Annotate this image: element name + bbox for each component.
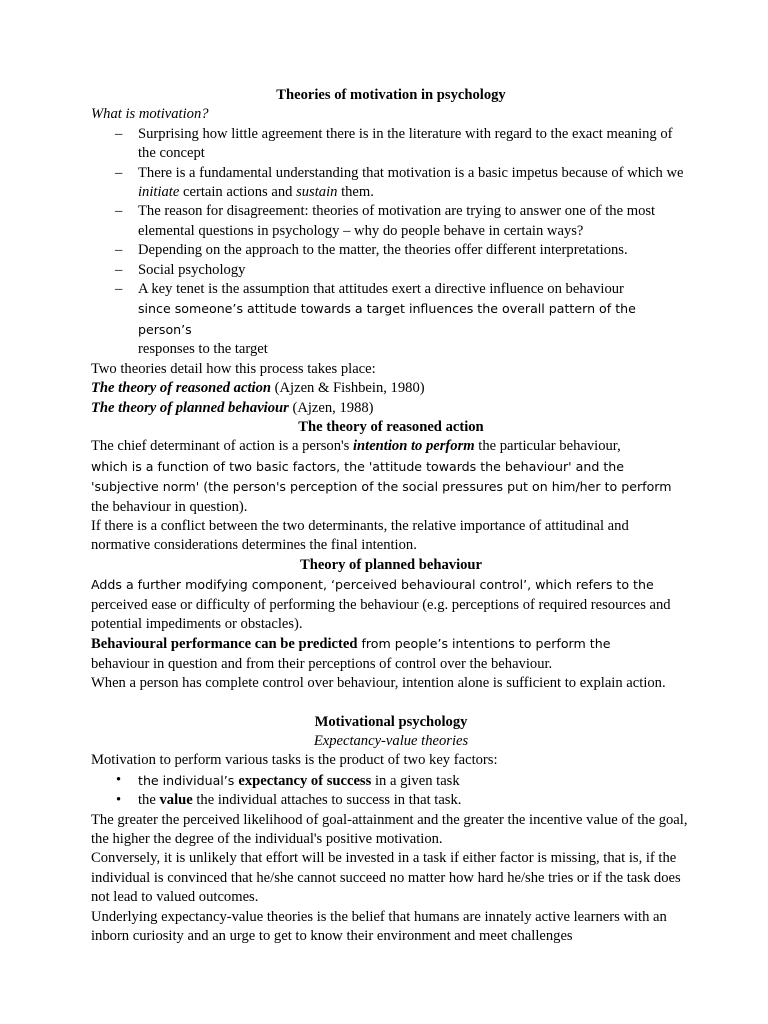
document-title: Theories of motivation in psychology [276, 87, 506, 103]
planned-behaviour-paragraph-1: Adds a further modifying component, ‘perceived behavioural control’, which refers to the perceived ease or difficulty of performing the behaviour (e.g. perceptions of required resources and potential impediments or obstacles). [91, 577, 671, 632]
section-spacer [91, 694, 691, 713]
bullet-marker: • [116, 771, 122, 788]
dash-marker: – [115, 281, 123, 298]
planned-behaviour-paragraph-2: Behavioural performance can be predicted from people’s intentions to perform the behaviour in question and from their perceptions of control over the behaviour. [91, 636, 611, 672]
dash-marker: – [115, 125, 123, 142]
list-item: – Social psychology [91, 261, 691, 280]
reasoned-action-heading: The theory of reasoned action [298, 418, 484, 435]
list-item: • the individual’s expectancy of success in a given task [116, 771, 460, 789]
list-item: • the value the individual attaches to success in that task. [91, 791, 691, 810]
theory-reasoned-action-line: The theory of reasoned action (Ajzen & Fishbein, 1980) [91, 380, 425, 397]
planned-behaviour-heading: Theory of planned behaviour [299, 556, 483, 573]
motivational-psychology-heading: Motivational psychology [314, 713, 468, 730]
expectancy-value-heading: Expectancy-value theories [313, 733, 469, 749]
list-item: – Depending on the approach to the matter, the theories offer different interpretations. [91, 241, 691, 260]
dash-marker: – [115, 242, 123, 259]
reasoned-action-paragraph-2: If there is a conflict between the two determinants, the relative importance of attitudinal and normative considerations determines the final intention. [91, 517, 629, 554]
list-item: – Surprising how little agreement there is in the literature with regard to the exact meaning of the concept [115, 125, 673, 162]
list-item: – The reason for disagreement: theories of motivation are trying to answer one of the most elemental questions in psychology – why do people behave in certain ways? [115, 203, 656, 239]
dash-marker: – [115, 261, 123, 278]
list-item: – There is a fundamental understanding that motivation is a basic impetus because of which we initiate certain actions and sustain them. [115, 164, 684, 201]
dash-marker: – [115, 164, 123, 181]
theory-planned-behaviour-line: The theory of planned behaviour (Ajzen, 1988) [91, 399, 374, 416]
dash-marker: – [115, 203, 123, 220]
key-factors-list [91, 771, 691, 811]
reasoned-action-paragraph-1: The chief determinant of action is a person's intention to perform the particular behaviour, which is a function of two basic factors, the 'attitude towards the behaviour' and the 'subjective norm' (the person's perception of the social pressures put on him/her to perform the behaviour in question). [91, 438, 672, 515]
planned-behaviour-paragraph-3: When a person has complete control over behaviour, intention alone is sufficient to explain action. [91, 675, 666, 692]
expectancy-value-paragraph-3: Underlying expectancy-value theories is the belief that humans are innately active learners with an inborn curiosity and an urge to get to know their environment and meet challenges [91, 908, 667, 945]
expectancy-value-intro: Motivation to perform various tasks is the product of two key factors: [91, 752, 498, 769]
document-body [91, 86, 691, 946]
expectancy-value-paragraph-2: Conversely, it is unlikely that effort will be invested in a task if either factor is missing, that is, if the individual is convinced that he/she cannot succeed no matter how hard he/she tries or if the task does not lead to valued outcomes. [91, 850, 681, 906]
motivation-bullet-list [91, 125, 691, 360]
expectancy-value-paragraph-1: The greater the perceived likelihood of goal-attainment and the greater the incentive value of the goal, the higher the degree of the individual's positive motivation. [91, 811, 688, 848]
list-item: – A key tenet is the assumption that attitudes exert a directive influence on behaviour since someone’s attitude towards a target influences the overall pattern of the person’s responses to the target [115, 281, 636, 358]
what-is-motivation-heading: What is motivation? [91, 106, 209, 123]
bullet-marker: • [116, 792, 122, 809]
two-theories-intro: Two theories detail how this process takes place: [91, 360, 376, 377]
